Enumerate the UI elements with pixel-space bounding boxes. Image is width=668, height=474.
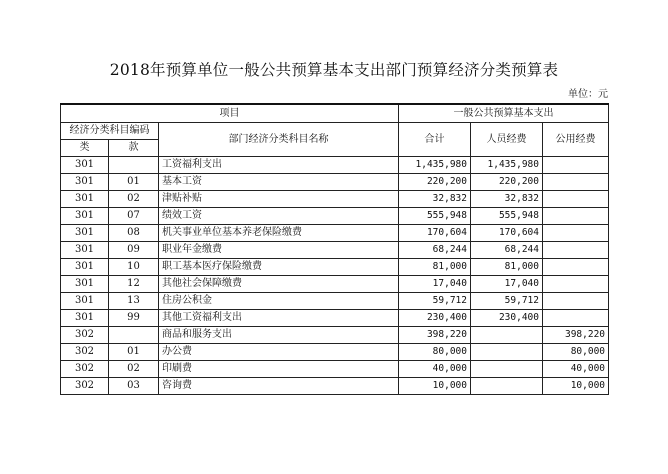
cell-category: 301 [61, 174, 109, 191]
cell-name: 津贴补贴 [159, 191, 399, 208]
cell-total: 398,220 [399, 327, 471, 344]
cell-section: 02 [109, 191, 159, 208]
cell-public [543, 225, 609, 242]
cell-name: 咨询费 [159, 378, 399, 395]
cell-public: 10,000 [543, 378, 609, 395]
cell-public [543, 276, 609, 293]
cell-name: 商品和服务支出 [159, 327, 399, 344]
cell-category: 302 [61, 378, 109, 395]
header-general-budget: 一般公共预算基本支出 [399, 104, 609, 123]
budget-table [60, 103, 609, 395]
cell-category: 301 [61, 242, 109, 259]
header-econ-code: 经济分类科目编码 [61, 123, 159, 140]
table-row [61, 276, 609, 293]
cell-total: 80,000 [399, 344, 471, 361]
cell-category: 301 [61, 259, 109, 276]
cell-public: 398,220 [543, 327, 609, 344]
table-row [61, 361, 609, 378]
cell-section: 99 [109, 310, 159, 327]
table-row [61, 225, 609, 242]
cell-name: 基本工资 [159, 174, 399, 191]
cell-personnel: 59,712 [471, 293, 543, 310]
cell-total: 17,040 [399, 276, 471, 293]
cell-personnel [471, 327, 543, 344]
cell-category: 301 [61, 276, 109, 293]
cell-category: 302 [61, 327, 109, 344]
cell-category: 301 [61, 191, 109, 208]
table-row [61, 378, 609, 395]
cell-personnel: 220,200 [471, 174, 543, 191]
document-title: 2018年预算单位一般公共预算基本支出部门预算经济分类预算表 [109, 61, 559, 79]
cell-public [543, 174, 609, 191]
cell-category: 301 [61, 208, 109, 225]
cell-name: 机关事业单位基本养老保险缴费 [159, 225, 399, 242]
header-category: 类 [61, 140, 109, 157]
table-row [61, 208, 609, 225]
cell-category: 301 [61, 225, 109, 242]
cell-name: 职工基本医疗保险缴费 [159, 259, 399, 276]
cell-total: 32,832 [399, 191, 471, 208]
cell-section [109, 327, 159, 344]
table-row [61, 259, 609, 276]
cell-personnel: 170,604 [471, 225, 543, 242]
cell-name: 其他工资福利支出 [159, 310, 399, 327]
cell-personnel: 17,040 [471, 276, 543, 293]
table-row [61, 327, 609, 344]
cell-category: 302 [61, 361, 109, 378]
cell-personnel [471, 361, 543, 378]
cell-total: 170,604 [399, 225, 471, 242]
table-row [61, 174, 609, 191]
cell-public [543, 293, 609, 310]
cell-total: 68,244 [399, 242, 471, 259]
header-item: 项目 [61, 104, 399, 123]
cell-total: 1,435,980 [399, 157, 471, 174]
cell-public [543, 208, 609, 225]
table-row [61, 293, 609, 310]
header-total: 合计 [399, 123, 471, 157]
cell-personnel: 555,948 [471, 208, 543, 225]
table-row [61, 242, 609, 259]
cell-category: 302 [61, 344, 109, 361]
table-body [61, 157, 609, 395]
cell-section: 03 [109, 378, 159, 395]
cell-section [109, 157, 159, 174]
cell-personnel: 1,435,980 [471, 157, 543, 174]
cell-total: 230,400 [399, 310, 471, 327]
cell-public: 40,000 [543, 361, 609, 378]
cell-category: 301 [61, 157, 109, 174]
cell-personnel: 68,244 [471, 242, 543, 259]
unit-label: 单位：元 [568, 89, 608, 100]
cell-total: 10,000 [399, 378, 471, 395]
cell-name: 工资福利支出 [159, 157, 399, 174]
cell-section: 01 [109, 174, 159, 191]
cell-name: 绩效工资 [159, 208, 399, 225]
cell-section: 01 [109, 344, 159, 361]
cell-category: 301 [61, 310, 109, 327]
cell-category: 301 [61, 293, 109, 310]
header-row-2 [61, 123, 609, 140]
cell-public [543, 310, 609, 327]
cell-name: 办公费 [159, 344, 399, 361]
cell-total: 220,200 [399, 174, 471, 191]
header-row-1 [61, 104, 609, 123]
table-row [61, 344, 609, 361]
cell-section: 08 [109, 225, 159, 242]
table-row [61, 310, 609, 327]
cell-personnel: 230,400 [471, 310, 543, 327]
cell-section: 09 [109, 242, 159, 259]
cell-total: 59,712 [399, 293, 471, 310]
cell-total: 555,948 [399, 208, 471, 225]
cell-section: 12 [109, 276, 159, 293]
cell-name: 其他社会保障缴费 [159, 276, 399, 293]
cell-public [543, 191, 609, 208]
cell-public [543, 242, 609, 259]
cell-section: 02 [109, 361, 159, 378]
cell-name: 职业年金缴费 [159, 242, 399, 259]
cell-personnel: 81,000 [471, 259, 543, 276]
cell-name: 住房公积金 [159, 293, 399, 310]
cell-section: 10 [109, 259, 159, 276]
cell-total: 40,000 [399, 361, 471, 378]
cell-public [543, 157, 609, 174]
header-section: 款 [109, 140, 159, 157]
cell-personnel [471, 344, 543, 361]
cell-personnel: 32,832 [471, 191, 543, 208]
cell-public [543, 259, 609, 276]
header-public: 公用经费 [543, 123, 609, 157]
cell-personnel [471, 378, 543, 395]
cell-public: 80,000 [543, 344, 609, 361]
table-row [61, 191, 609, 208]
header-personnel: 人员经费 [471, 123, 543, 157]
cell-section: 07 [109, 208, 159, 225]
cell-section: 13 [109, 293, 159, 310]
table-row [61, 157, 609, 174]
cell-name: 印刷费 [159, 361, 399, 378]
cell-total: 81,000 [399, 259, 471, 276]
header-econ-name: 部门经济分类科目名称 [159, 123, 399, 157]
